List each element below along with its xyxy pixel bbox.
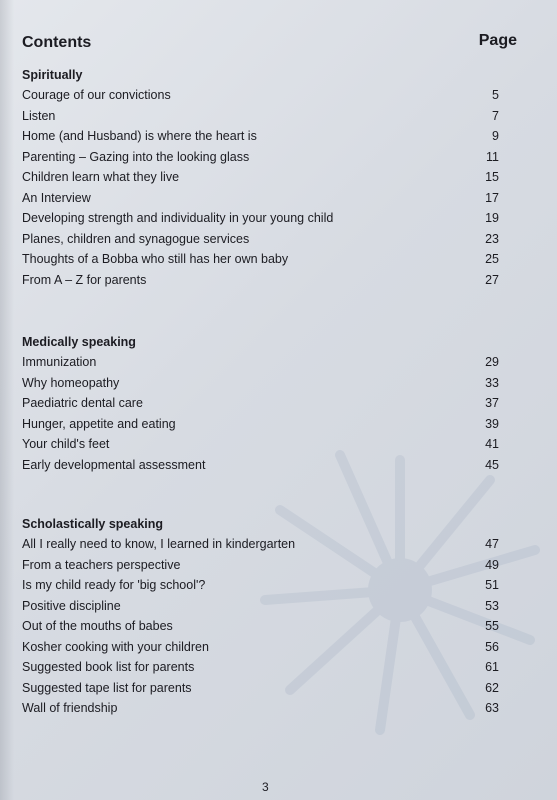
- toc-entry: [22, 534, 499, 555]
- entry-title: Your child's feet: [22, 437, 110, 451]
- toc-entry: [22, 657, 499, 678]
- toc-entry: [22, 352, 499, 373]
- entry-page: 23: [485, 231, 499, 246]
- entry-page: 45: [485, 457, 499, 472]
- toc-entry: [22, 188, 499, 209]
- entry-page: 27: [485, 272, 499, 287]
- entry-page: 33: [485, 375, 499, 390]
- toc-entry: [22, 678, 499, 699]
- entry-page: 11: [486, 149, 499, 164]
- entry-title: Developing strength and individuality in your young child: [22, 211, 334, 225]
- section-spiritually: [22, 65, 499, 290]
- section-medically-speaking: [22, 332, 499, 475]
- toc-entry: [22, 229, 499, 250]
- toc-entry: [22, 596, 499, 617]
- entry-page: 15: [485, 170, 499, 184]
- toc-entry: [22, 147, 499, 168]
- entry-title: Early developmental assessment: [22, 457, 206, 472]
- entry-page: 47: [485, 537, 499, 551]
- page-column-heading: Page: [478, 32, 517, 49]
- toc-entry: [22, 106, 499, 127]
- toc-entry: [22, 373, 499, 394]
- entry-page: 17: [485, 190, 499, 205]
- entry-page: 9: [492, 129, 499, 143]
- entry-page: 61: [485, 660, 499, 674]
- entry-page: 51: [485, 578, 499, 592]
- toc-entry: [22, 616, 499, 637]
- entry-title: An Interview: [22, 190, 91, 205]
- toc-entry: [22, 208, 499, 229]
- entry-page: 25: [485, 252, 499, 266]
- entry-title: Children learn what they live: [22, 170, 180, 184]
- toc-entry: [22, 637, 499, 658]
- section-title: Medically speaking: [22, 335, 136, 349]
- entry-title: Is my child ready for 'big school'?: [22, 578, 206, 592]
- entry-title: All I really need to know, I learned in kindergarten: [22, 537, 296, 551]
- entry-title: Parenting – Gazing into the looking glass: [22, 149, 250, 164]
- entry-title: Out of the mouths of babes: [22, 619, 173, 633]
- entry-title: Planes, children and synagogue services: [22, 231, 250, 246]
- page-number: 3: [262, 780, 269, 794]
- entry-title: Why homeopathy: [22, 375, 120, 390]
- contents-heading: Contents: [22, 34, 92, 51]
- toc-entry: [22, 393, 499, 414]
- toc-entry: [22, 434, 499, 455]
- entry-page: 19: [485, 211, 499, 225]
- entry-page: 56: [485, 639, 499, 654]
- entry-title: Listen: [22, 108, 56, 123]
- toc-entry: [22, 167, 499, 188]
- toc-entry: [22, 414, 499, 435]
- entry-title: Kosher cooking with your children: [22, 639, 209, 654]
- entry-title: Suggested book list for parents: [22, 660, 195, 674]
- entry-page: 55: [485, 619, 499, 633]
- entry-title: Immunization: [22, 355, 97, 369]
- section-title: Spiritually: [22, 68, 83, 82]
- section-scholastically-speaking: [22, 514, 499, 719]
- entry-page: 5: [492, 88, 499, 102]
- toc-header: [22, 34, 517, 58]
- entry-page: 53: [485, 598, 499, 613]
- entry-title: Wall of friendship: [22, 701, 118, 715]
- toc-entry: [22, 126, 499, 147]
- toc-entry: [22, 555, 499, 576]
- entry-title: Courage of our convictions: [22, 88, 171, 102]
- toc-entry: [22, 85, 499, 106]
- entry-title: From A – Z for parents: [22, 272, 147, 287]
- entry-page: 37: [485, 396, 499, 410]
- entry-title: Suggested tape list for parents: [22, 680, 192, 695]
- entry-page: 63: [485, 701, 499, 715]
- entry-title: Positive discipline: [22, 598, 121, 613]
- toc-entry: [22, 270, 499, 291]
- entry-title: Hunger, appetite and eating: [22, 416, 176, 431]
- entry-title: Paediatric dental care: [22, 396, 143, 410]
- entry-title: From a teachers perspective: [22, 557, 181, 572]
- entry-page: 41: [485, 437, 499, 451]
- section-title: Scholastically speaking: [22, 517, 164, 531]
- toc-entry: [22, 698, 499, 719]
- entry-page: 49: [485, 557, 499, 572]
- toc-entry: [22, 249, 499, 270]
- toc-entry: [22, 575, 499, 596]
- entry-title: Thoughts of a Bobba who still has her own baby: [22, 252, 289, 266]
- entry-title: Home (and Husband) is where the heart is: [22, 129, 257, 143]
- entry-page: 7: [492, 108, 499, 123]
- entry-page: 29: [485, 355, 499, 369]
- entry-page: 39: [485, 416, 499, 431]
- toc-entry: [22, 455, 499, 476]
- entry-page: 62: [485, 680, 499, 695]
